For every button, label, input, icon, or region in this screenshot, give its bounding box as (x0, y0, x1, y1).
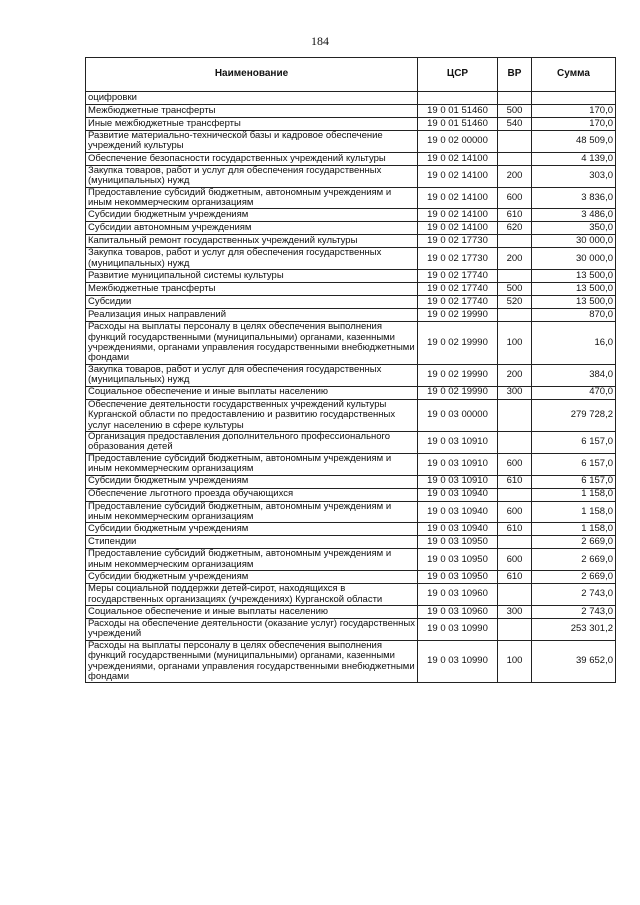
header-csr: ЦСР (418, 58, 498, 92)
cell-vr: 100 (498, 640, 532, 683)
table-row (86, 92, 616, 105)
cell-sum: 3 836,0 (532, 187, 616, 209)
cell-sum: 470,0 (532, 386, 616, 399)
cell-vr: 100 (498, 322, 532, 365)
cell-vr (498, 270, 532, 283)
cell-name: Иные межбюджетные трансферты (86, 118, 418, 131)
cell-vr: 600 (498, 549, 532, 571)
cell-csr: 19 0 02 14100 (418, 187, 498, 209)
cell-csr: 19 0 02 14100 (418, 209, 498, 222)
cell-name: Субсидии бюджетным учреждениям (86, 523, 418, 536)
cell-csr: 19 0 03 10960 (418, 605, 498, 618)
cell-sum: 13 500,0 (532, 270, 616, 283)
cell-name: Социальное обеспечение и иные выплаты населению (86, 386, 418, 399)
cell-csr: 19 0 02 00000 (418, 131, 498, 153)
cell-vr: 520 (498, 296, 532, 309)
table-row (86, 475, 616, 488)
cell-name: Капитальный ремонт государственных учреждений культуры (86, 235, 418, 248)
cell-vr (498, 584, 532, 606)
cell-vr (498, 618, 532, 640)
cell-sum: 1 158,0 (532, 501, 616, 523)
cell-sum: 2 743,0 (532, 584, 616, 606)
table-header-row (86, 58, 616, 92)
cell-name: Субсидии бюджетным учреждениям (86, 475, 418, 488)
cell-sum: 6 157,0 (532, 431, 616, 453)
cell-csr: 19 0 02 17740 (418, 296, 498, 309)
cell-sum: 350,0 (532, 222, 616, 235)
cell-csr: 19 0 02 17730 (418, 235, 498, 248)
cell-sum: 2 669,0 (532, 536, 616, 549)
cell-name: Предоставление субсидий бюджетным, автономным учреждениям и иным некоммерческим организациям (86, 453, 418, 475)
cell-vr: 600 (498, 501, 532, 523)
cell-name: Субсидии автономным учреждениям (86, 222, 418, 235)
cell-name: Предоставление субсидий бюджетным, автономным учреждениям и иным некоммерческим организациям (86, 187, 418, 209)
table-row (86, 501, 616, 523)
cell-csr: 19 0 03 00000 (418, 399, 498, 431)
table-body (86, 92, 616, 683)
cell-csr: 19 0 02 19990 (418, 386, 498, 399)
cell-sum (532, 92, 616, 105)
cell-name: Субсидии бюджетным учреждениям (86, 209, 418, 222)
cell-sum: 39 652,0 (532, 640, 616, 683)
cell-name: Межбюджетные трансферты (86, 105, 418, 118)
cell-csr: 19 0 03 10990 (418, 640, 498, 683)
cell-name: Стипендии (86, 536, 418, 549)
table-row (86, 165, 616, 187)
cell-name: Субсидии бюджетным учреждениям (86, 571, 418, 584)
table-row (86, 453, 616, 475)
table-row (86, 322, 616, 365)
header-sum: Сумма (532, 58, 616, 92)
table-row (86, 296, 616, 309)
cell-sum: 279 728,2 (532, 399, 616, 431)
table-row (86, 640, 616, 683)
cell-sum: 870,0 (532, 309, 616, 322)
cell-sum: 16,0 (532, 322, 616, 365)
cell-sum: 2 743,0 (532, 605, 616, 618)
cell-sum: 2 669,0 (532, 549, 616, 571)
cell-vr: 600 (498, 187, 532, 209)
cell-sum: 13 500,0 (532, 296, 616, 309)
cell-sum: 30 000,0 (532, 235, 616, 248)
cell-sum: 6 157,0 (532, 475, 616, 488)
budget-table (85, 57, 616, 683)
cell-vr: 300 (498, 386, 532, 399)
cell-csr: 19 0 02 19990 (418, 322, 498, 365)
cell-name: Организация предоставления дополнительного профессионального образования детей (86, 431, 418, 453)
header-name: Наименование (86, 58, 418, 92)
cell-csr: 19 0 03 10950 (418, 549, 498, 571)
cell-sum: 30 000,0 (532, 248, 616, 270)
cell-vr: 200 (498, 248, 532, 270)
cell-vr: 610 (498, 523, 532, 536)
cell-name: Расходы на выплаты персоналу в целях обеспечения выполнения функций государственными (муниципальными) органами, казенными учреждениями, органами управления государственными внебюджетными фондами (86, 322, 418, 365)
cell-name: Реализация иных направлений (86, 309, 418, 322)
header-vr: ВР (498, 58, 532, 92)
cell-name: Развитие муниципальной системы культуры (86, 270, 418, 283)
cell-sum: 170,0 (532, 118, 616, 131)
cell-sum: 170,0 (532, 105, 616, 118)
cell-csr: 19 0 03 10950 (418, 536, 498, 549)
cell-csr: 19 0 01 51460 (418, 105, 498, 118)
cell-csr: 19 0 03 10910 (418, 453, 498, 475)
table-row (86, 523, 616, 536)
cell-sum: 2 669,0 (532, 571, 616, 584)
cell-csr: 19 0 02 19990 (418, 364, 498, 386)
cell-name: Предоставление субсидий бюджетным, автономным учреждениям и иным некоммерческим организациям (86, 549, 418, 571)
cell-vr (498, 131, 532, 153)
cell-sum: 303,0 (532, 165, 616, 187)
cell-sum: 13 500,0 (532, 283, 616, 296)
table-row (86, 605, 616, 618)
cell-vr: 200 (498, 165, 532, 187)
cell-name: Обеспечение льготного проезда обучающихся (86, 488, 418, 501)
cell-vr: 200 (498, 364, 532, 386)
cell-csr: 19 0 02 14100 (418, 165, 498, 187)
cell-csr: 19 0 02 19990 (418, 309, 498, 322)
table-row (86, 488, 616, 501)
table-row (86, 235, 616, 248)
cell-csr: 19 0 02 14100 (418, 222, 498, 235)
cell-sum: 1 158,0 (532, 523, 616, 536)
cell-vr (498, 488, 532, 501)
cell-vr (498, 152, 532, 165)
table-row (86, 549, 616, 571)
table-row (86, 222, 616, 235)
table-row (86, 118, 616, 131)
cell-sum: 3 486,0 (532, 209, 616, 222)
cell-vr: 500 (498, 283, 532, 296)
cell-vr (498, 92, 532, 105)
cell-vr: 500 (498, 105, 532, 118)
cell-name: Социальное обеспечение и иные выплаты населению (86, 605, 418, 618)
cell-name: Субсидии (86, 296, 418, 309)
cell-sum: 4 139,0 (532, 152, 616, 165)
cell-vr (498, 235, 532, 248)
table-row (86, 618, 616, 640)
cell-vr (498, 399, 532, 431)
cell-csr: 19 0 03 10940 (418, 523, 498, 536)
table-row (86, 399, 616, 431)
cell-csr: 19 0 03 10940 (418, 501, 498, 523)
table-row (86, 364, 616, 386)
table-row (86, 187, 616, 209)
cell-csr: 19 0 02 17730 (418, 248, 498, 270)
cell-sum: 253 301,2 (532, 618, 616, 640)
table-row (86, 209, 616, 222)
cell-vr: 610 (498, 475, 532, 488)
cell-csr: 19 0 01 51460 (418, 118, 498, 131)
cell-vr: 540 (498, 118, 532, 131)
cell-name: Предоставление субсидий бюджетным, автономным учреждениям и иным некоммерческим организациям (86, 501, 418, 523)
cell-name: Расходы на выплаты персоналу в целях обеспечения выполнения функций государственными (муниципальными) органами, казенными учреждениями, органами управления государственными внебюджетными фондами (86, 640, 418, 683)
table-row (86, 571, 616, 584)
cell-vr: 610 (498, 209, 532, 222)
cell-name: Закупка товаров, работ и услуг для обеспечения государственных (муниципальных) нужд (86, 165, 418, 187)
cell-vr: 610 (498, 571, 532, 584)
cell-name: Расходы на обеспечение деятельности (оказание услуг) государственных учреждений (86, 618, 418, 640)
table-row (86, 248, 616, 270)
cell-name: Обеспечение безопасности государственных учреждений культуры (86, 152, 418, 165)
cell-name: Закупка товаров, работ и услуг для обеспечения государственных (муниципальных) нужд (86, 364, 418, 386)
cell-sum: 48 509,0 (532, 131, 616, 153)
table-row (86, 386, 616, 399)
table-row (86, 152, 616, 165)
table-row (86, 584, 616, 606)
cell-vr (498, 431, 532, 453)
cell-name: Обеспечение деятельности государственных учреждений культуры Курганской области по предоставлению и развитию государственных услуг населению в сфере культуры (86, 399, 418, 431)
cell-name: Меры социальной поддержки детей-сирот, находящихся в государственных организациях (учреждениях) Курганской области (86, 584, 418, 606)
cell-vr: 300 (498, 605, 532, 618)
cell-sum: 6 157,0 (532, 453, 616, 475)
cell-csr: 19 0 02 17740 (418, 270, 498, 283)
cell-csr: 19 0 02 17740 (418, 283, 498, 296)
cell-sum: 384,0 (532, 364, 616, 386)
table-row (86, 283, 616, 296)
cell-name: Развитие материально-технической базы и кадровое обеспечение учреждений культуры (86, 131, 418, 153)
cell-vr (498, 309, 532, 322)
page-number: 184 (311, 34, 329, 48)
table-row (86, 309, 616, 322)
table-row (86, 131, 616, 153)
cell-vr (498, 536, 532, 549)
cell-csr: 19 0 03 10990 (418, 618, 498, 640)
table-row (86, 270, 616, 283)
table-row (86, 431, 616, 453)
cell-csr: 19 0 03 10910 (418, 431, 498, 453)
table-row (86, 536, 616, 549)
cell-csr: 19 0 03 10910 (418, 475, 498, 488)
cell-csr: 19 0 03 10950 (418, 571, 498, 584)
cell-sum: 1 158,0 (532, 488, 616, 501)
cell-vr: 620 (498, 222, 532, 235)
cell-name: Закупка товаров, работ и услуг для обеспечения государственных (муниципальных) нужд (86, 248, 418, 270)
cell-vr: 600 (498, 453, 532, 475)
cell-csr: 19 0 02 14100 (418, 152, 498, 165)
cell-csr: 19 0 03 10940 (418, 488, 498, 501)
cell-csr (418, 92, 498, 105)
cell-name: оцифровки (86, 92, 418, 105)
cell-csr: 19 0 03 10960 (418, 584, 498, 606)
cell-name: Межбюджетные трансферты (86, 283, 418, 296)
table-row (86, 105, 616, 118)
